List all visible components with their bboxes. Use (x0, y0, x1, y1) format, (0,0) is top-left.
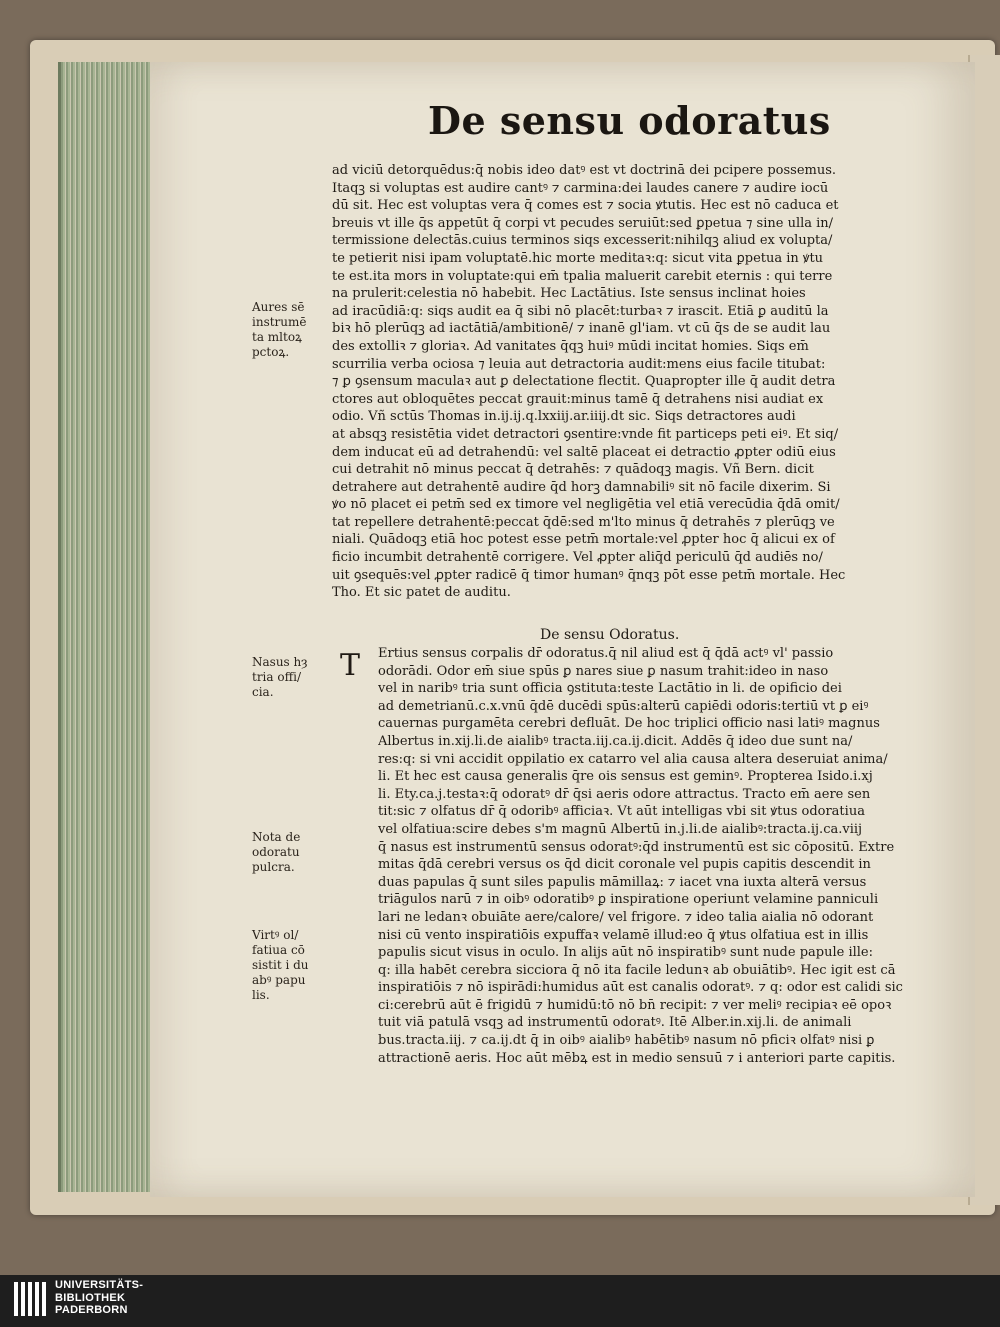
text-line: odio. Vñ sctūs Thomas in.ij.ij.q.lxxiij.ar.iiij.dt sic. Siqs detractores audi (332, 409, 796, 425)
page-edges (58, 62, 157, 1192)
text-line: lari ne ledanꝛ obuiāte aere/calore/ vel frigore. ⁊ ideo talia aialia nō odorant (378, 909, 874, 925)
bottom-text-block (378, 645, 923, 1067)
text-line: Tho. Et sic patet de auditu. (332, 585, 511, 601)
text-line: detrahere aut detrahentē audire q̄d horꝫ damnabiliꝰ sit nō facile dixerim. Si (332, 479, 831, 495)
text-line: te est.ita mors in voluptate:qui em̄ tpalia maluerit carebit eternis : qui terre (332, 268, 833, 284)
text-line: triāgulos narū ⁊ in oibꝰ odoratibꝰ ꝑ inspiratione operiunt velamine panniculi (378, 892, 879, 908)
text-line: q̄ nasus est instrumentū sensus odoratꝰ:q̄d instrumentū est sic cōpositū. Extre (378, 839, 895, 855)
margin-note-line: lis. (252, 988, 270, 1002)
text-line: na prulerit:celestia nō habebit. Hec Lactātius. Iste sensus inclinat hoies (332, 286, 806, 302)
text-line: bus.tracta.iij. ⁊ ca.ij.dt q̄ in oibꝰ aialibꝰ habētibꝰ nasum nō pficiꝛ olfatꝰ nisi ꝑ (378, 1033, 875, 1049)
margin-note-aures (252, 300, 324, 360)
text-line: uit ꝯsequēs:vel ꝓpter radicē q̄ timor humanꝰ q̄nqꝫ pōt esse petm̄ mortale. Hec (332, 567, 846, 583)
text-line: li. Et hec est causa generalis q̄re ois sensus est geminꝰ. Propterea Isido.i.xj (378, 769, 873, 785)
text-line: te petierit nisi ipam voluptatē.hic morte meditaꝛ:q: sicut vita ꝑpetua in ꝟtu (332, 250, 824, 266)
library-name-line3: PADERBORN (55, 1304, 128, 1316)
footer-bar (0, 1275, 1000, 1327)
library-name (55, 1279, 143, 1317)
margin-note-line: pulcra. (252, 860, 295, 874)
text-line: dem inducat eū ad detrahendū: vel saltē placeat ei detractio ꝓpter odiū eius (332, 444, 836, 460)
text-line: tat repellere detrahentē:peccat q̄dē:sed m'lto minus q̄ detrahēs ⁊ plerūqꝫ ve (332, 514, 835, 530)
margin-note-line: abꝰ papu (252, 973, 306, 987)
margin-note-line: odoratu (252, 845, 300, 859)
text-line: q: illa habēt cerebra sicciora q̄ nō ita facile ledunꝛ ab obuiātibꝰ. Hec igit est cā (378, 962, 896, 978)
margin-note-line: fatiua cō (252, 943, 305, 957)
text-line: biꝛ hō plerūqꝫ ad iactātiā/ambitionē/ ⁊ inanē gl'iam. vt cū q̄s de se audit lau (332, 321, 831, 337)
text-line: tit:sic ⁊ olfatus dr̄ q̄ odoribꝰ afficiaꝛ. Vt aūt intelligas vbi sit ꝟtus odoratiua (378, 804, 865, 820)
text-line: vel in naribꝰ tria sunt officia ꝯstituta:teste Lactātio in li. de opificio dei (378, 681, 842, 697)
text-line: li. Ety.ca.j.testaꝛ:q̄ odoratꝰ dr̄ q̄si aeris odore attractus. Tracto em̄ aere sen (378, 786, 871, 802)
text-line: attractionē aeris. Hoc aūt mēbꝝ est in medio sensuū ⁊ i anteriori parte capitis. (378, 1050, 896, 1066)
margin-note-line: ta mltoꝝ (252, 330, 302, 344)
margin-note-line: cia. (252, 685, 274, 699)
section-title: De sensu Odoratus. (540, 627, 680, 643)
text-line: odorādi. Odor em̄ siue spūs ꝑ nares siue ꝑ nasum trahit:ideo in naso (378, 663, 829, 679)
text-line: breuis vt ille q̄s appetūt q̄ corpi vt pecudes seruiūt:sed ꝑpetua ⁊ sine ulla in/ (332, 215, 834, 231)
library-logo-icon (12, 1280, 48, 1318)
margin-note-line: Aures sē (252, 300, 305, 314)
margin-note-nasus (252, 655, 324, 700)
library-name-line2: BIBLIOTHEK (55, 1291, 126, 1304)
text-line: cauernas purgamēta cerebri defluāt. De hoc triplici officio nasi latiꝰ magnus (378, 716, 880, 732)
text-line: nisi cū vento inspiratiōis expuffaꝛ velamē illud:eo q̄ ꝟtus olfatiua est in illis (378, 927, 869, 943)
margin-note-line: tria offi/ (252, 670, 301, 684)
text-line: inspiratiōis ⁊ nō ispirādi:humidus aūt est canalis odoratꝰ. ⁊ q: odor est calidi sic (378, 980, 903, 996)
text-line: termissione delectās.cuius terminos siqs excesserit:nihilqꝫ aliud ex volupta/ (332, 233, 833, 249)
text-line: papulis sicut visus in oculo. In alijs aūt nō inspiratibꝰ sunt nude papule ille: (378, 945, 873, 961)
text-line: Albertus in.xij.li.de aialibꝰ tracta.iij.ca.ij.dicit. Addēs q̄ ideo due sunt na/ (378, 733, 853, 749)
text-line: ad iracūdiā:q: siqs audit ea q̄ sibi nō placēt:turbaꝛ ⁊ irascit. Etiā ꝑ auditū la (332, 303, 829, 319)
text-line: ci:cerebrū aūt ē frigidū ⁊ humidū:tō nō bn̄ recipit: ⁊ ver meliꝰ recipiaꝛ eē opoꝛ (378, 997, 892, 1013)
text-line: cui detrahit nō minus peccat q̄ detrahēs: ⁊ quādoqꝫ magis. Vñ Bern. dicit (332, 462, 814, 478)
text-line: ꝟo nō placet ei petm̄ sed ex timore vel negligētia vel etiā verecūdia q̄dā omit/ (332, 497, 840, 513)
margin-note-line: pctoꝝ. (252, 345, 290, 359)
text-line: vel olfatiua:scire debes s'm magnū Albertū in.j.li.de aialibꝰ:tracta.ij.ca.viij (378, 821, 863, 837)
text-line: ficio incumbit detrahentē corrigere. Vel ꝓpter aliq̄d periculū q̄d audiēs no/ (332, 550, 823, 566)
margin-note-line: Nasus hȝ (252, 655, 308, 669)
margin-note-line: instrumē (252, 315, 307, 329)
text-line: ctores aut obloquētes peccat grauit:minus tamē q̄ detrahens nisi audiat ex (332, 391, 824, 407)
text-line: duas papulas q̄ sunt siles papulis māmillaꝝ: ⁊ iacet vna iuxta alterā versus (378, 874, 867, 890)
margin-note-line: Virtꝰ ol/ (252, 928, 299, 942)
top-text-block (332, 162, 932, 602)
text-line: scurrilia verba ociosa ⁊ leuia aut detractoria audit:mens eius facile titubat: (332, 356, 826, 372)
running-head: De sensu odoratus (428, 98, 831, 143)
text-line: Itaqꝫ si voluptas est audire cantꝰ ⁊ carmina:dei laudes canere ⁊ audire iocū (332, 180, 829, 196)
library-name-line1: UNIVERSITÄTS- (55, 1279, 144, 1291)
text-line: Ertius sensus corpalis dr̄ odoratus.q̄ nil aliud est q̄ q̄dā actꝰ vl' passio (378, 646, 834, 661)
margin-note-line: sistit i du (252, 958, 309, 972)
text-line: ad demetrianū.c.x.vnū q̄dē ducēdi spūs:alterū capiēdi odoris:tertiū vt ꝑ eiꝰ (378, 698, 869, 714)
text-line: ad viciū detorquēdus:q̄ nobis ideo datꝰ est vt doctrinā dei pcipere possemus. (332, 163, 837, 178)
margin-note-odoratu (252, 830, 324, 875)
margin-note-line: Nota de (252, 830, 301, 844)
text-line: mitas q̄dā cerebri versus os q̄d dicit coronale vel pupis capitis descendit in (378, 857, 871, 873)
text-line: tuit viā patulā vsqꝫ ad instrumentū odoratꝰ. Itē Alber.in.xij.li. de animali (378, 1015, 852, 1031)
text-line: dū sit. Hec est voluptas vera q̄ comes est ⁊ socia ꝟtutis. Hec est nō caduca et (332, 198, 839, 214)
text-line: at absqꝫ resistētia videt detractori ꝯsentire:vnde fit particeps peti eiꝰ. Et siq/ (332, 426, 839, 442)
margin-note-virtus (252, 928, 324, 1003)
text-line: ⁊ ꝑ ꝯsensum maculaꝛ aut ꝑ delectatione flectit. Quapropter ille q̄ audit detra (332, 374, 836, 390)
drop-cap: T (340, 648, 361, 683)
text-line: niali. Quādoqꝫ etiā hoc potest esse petm̄ mortale:vel ꝓpter hoc q̄ alicui ex of (332, 532, 835, 548)
text-line: des extolliꝛ ⁊ gloriaꝛ. Ad vanitates q̄qꝫ huiꝰ mūdi incitat homies. Siqs em̄ (332, 338, 809, 354)
text-line: res:q: si vni accidit oppilatio ex catarro vel alia causa altera deseruiat anima/ (378, 751, 888, 767)
